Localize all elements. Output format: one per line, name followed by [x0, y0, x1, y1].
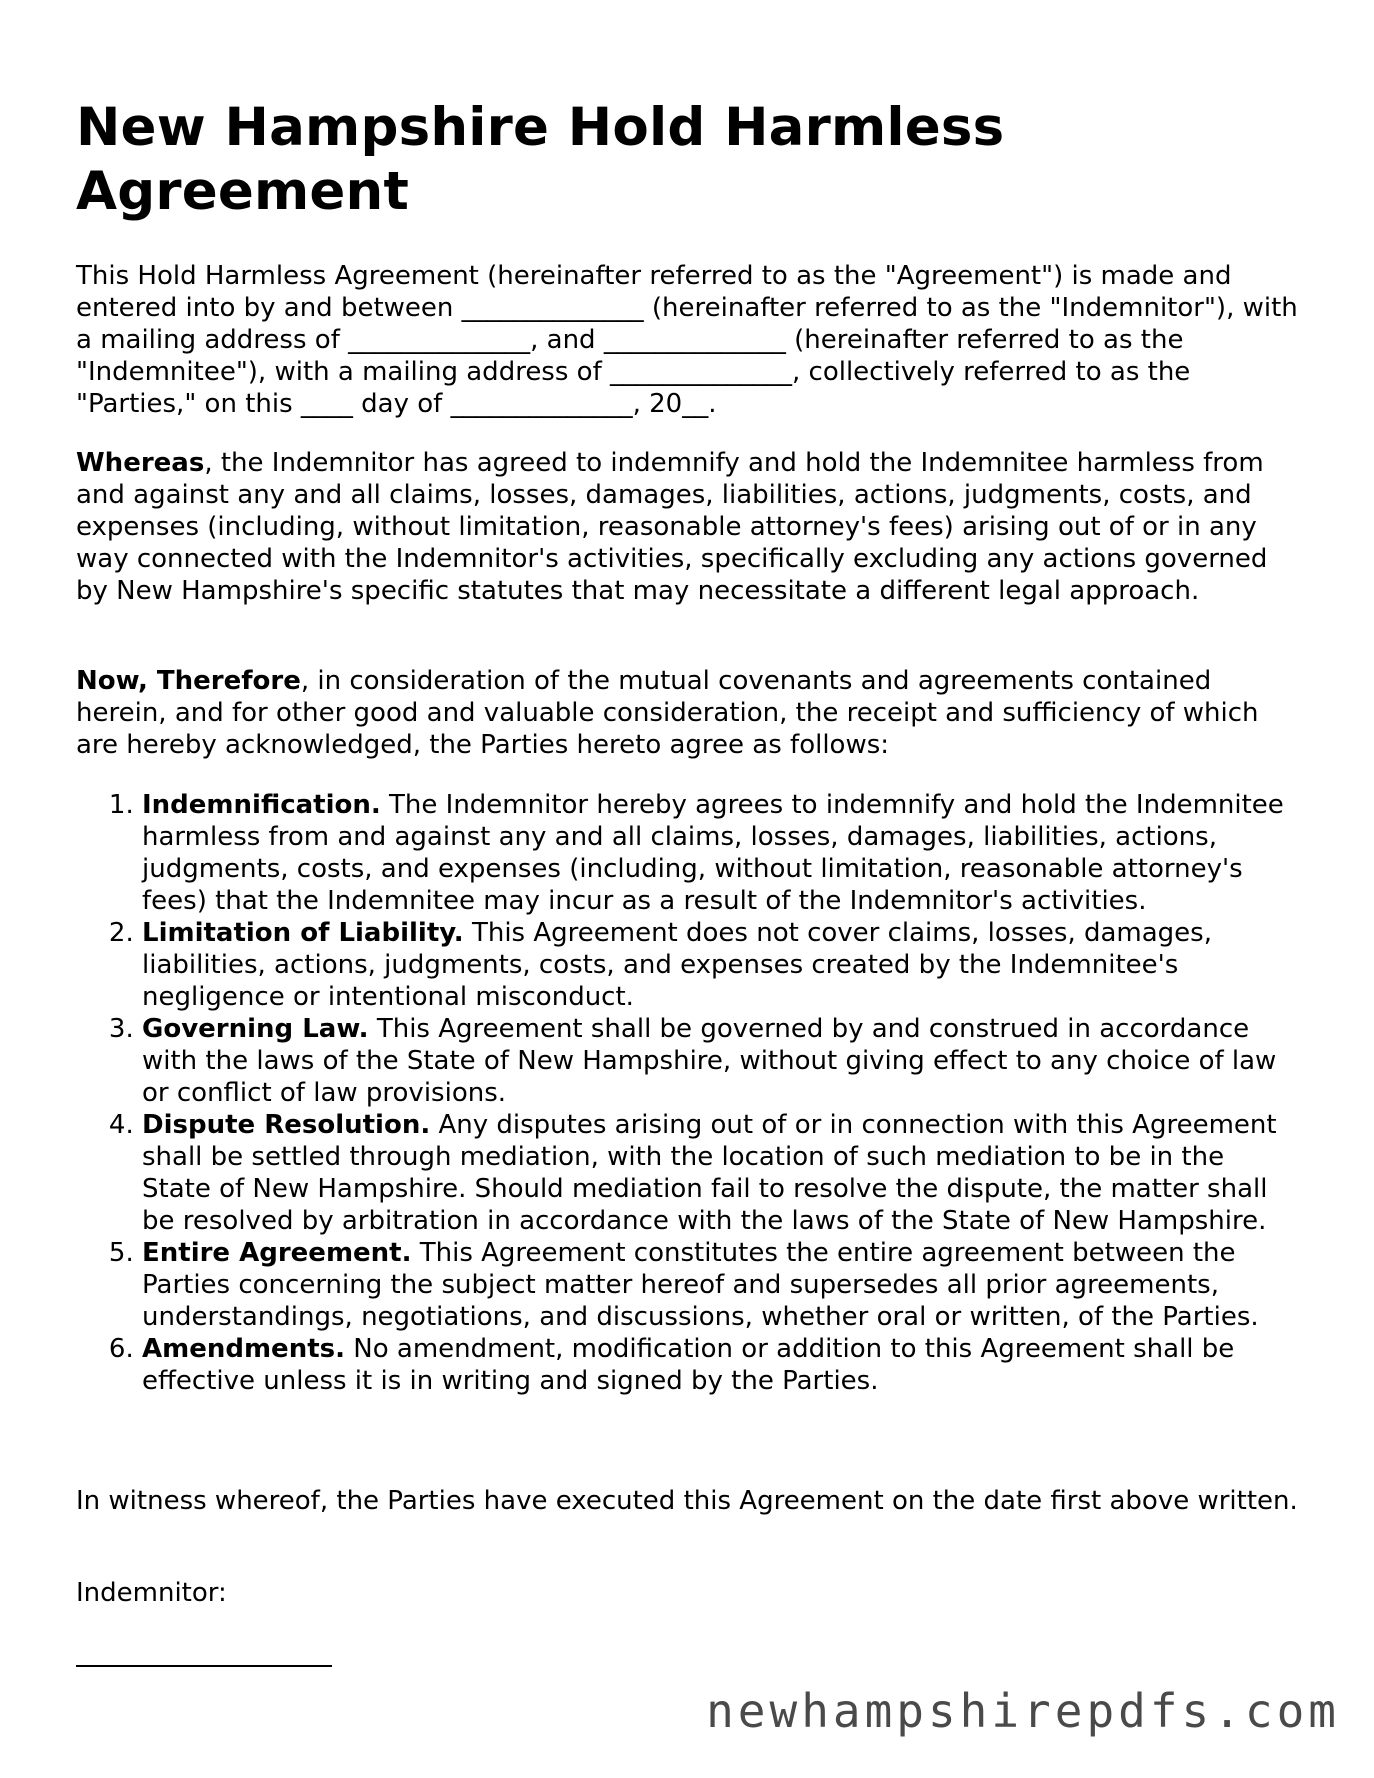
now-therefore-text: , in consideration of the mutual covenants and agreements contained herein, and for other good and valuable consideration, the receipt and sufficiency of which are hereby acknowledged, the Parties hereto agree as follows:: [76, 666, 1259, 760]
terms-list: [76, 789, 1298, 1397]
term-heading: Amendments.: [142, 1334, 345, 1364]
term-heading: Governing Law.: [142, 1014, 369, 1044]
term-text: The Indemnitor hereby agrees to indemnify and hold the Indemnitee harmless from and against any and all claims, losses, damages, liabilities, actions, judgments, costs, and expenses (including, without limitation, reasonable attorney's fees) that the Indemnitee may incur as a result of the Indemnitor's activities.: [142, 790, 1284, 916]
whereas-lead: Whereas: [76, 448, 205, 478]
term-text: This Agreement shall be governed by and construed in accordance with the laws of the State of New Hampshire, without giving effect to any choice of law or conflict of law provisions.: [142, 1014, 1277, 1108]
term-heading: Dispute Resolution.: [142, 1110, 431, 1140]
document-title: New Hampshire Hold Harmless Agreement: [76, 97, 1005, 222]
whereas-paragraph: [76, 447, 1298, 607]
term-heading: Limitation of Liability.: [142, 918, 464, 948]
term-indemnification: [142, 789, 1298, 917]
term-amendments: [142, 1333, 1298, 1397]
term-entire-agreement: [142, 1237, 1298, 1333]
term-heading: Indemnification.: [142, 790, 381, 820]
indemnitor-label: Indemnitor:: [76, 1578, 227, 1608]
term-text: Any disputes arising out of or in connection with this Agreement shall be settled through mediation, with the location of such mediation to be in the State of New Hampshire. Should mediation fail to resolve the dispute, the matter shall be resolved by arbitration in accordance with the laws of the State of New Hampshire.: [142, 1110, 1277, 1236]
term-dispute-resolution: [142, 1109, 1298, 1237]
term-text: No amendment, modification or addition to this Agreement shall be effective unless it is in writing and signed by the Parties.: [142, 1334, 1235, 1396]
term-text: This Agreement does not cover claims, losses, damages, liabilities, actions, judgments, costs, and expenses created by the Indemnitee's negligence or intentional misconduct.: [142, 918, 1212, 1012]
indemnitor-signature-line: [76, 1665, 332, 1667]
term-heading: Entire Agreement.: [142, 1238, 412, 1268]
now-therefore-paragraph: [76, 665, 1298, 761]
term-limitation-of-liability: [142, 917, 1298, 1013]
term-governing-law: [142, 1013, 1298, 1109]
term-text: This Agreement constitutes the entire agreement between the Parties concerning the subject matter hereof and supersedes all prior agreements, understandings, negotiations, and discussions, whether oral or written, of the Parties.: [142, 1238, 1259, 1332]
whereas-text: , the Indemnitor has agreed to indemnify and hold the Indemnitee harmless from and against any and all claims, losses, damages, liabilities, actions, judgments, costs, and expenses (including, without limitation, reasonable attorney's fees) arising out of or in any way connected with the Indemnitor's activities, specifically excluding any actions governed by New Hampshire's specific statutes that may necessitate a different legal approach.: [76, 448, 1268, 606]
site-watermark: newhampshirepdfs.com: [706, 1684, 1340, 1738]
now-therefore-lead: Now, Therefore: [76, 666, 301, 696]
intro-paragraph: This Hold Harmless Agreement (hereinafter referred to as the "Agreement") is made and entered into by and between ______________ (hereinafter referred to as the "Indemnitor"), with a mailing address of ______________, and ______________ (hereinafter referred to as the "Indemnitee"), with a mailing address of ______________, collectively referred to as the "Parties," on this ____ day of ______________, 20__.: [76, 261, 1298, 419]
witness-paragraph: In witness whereof, the Parties have executed this Agreement on the date first above written.: [76, 1486, 1298, 1516]
